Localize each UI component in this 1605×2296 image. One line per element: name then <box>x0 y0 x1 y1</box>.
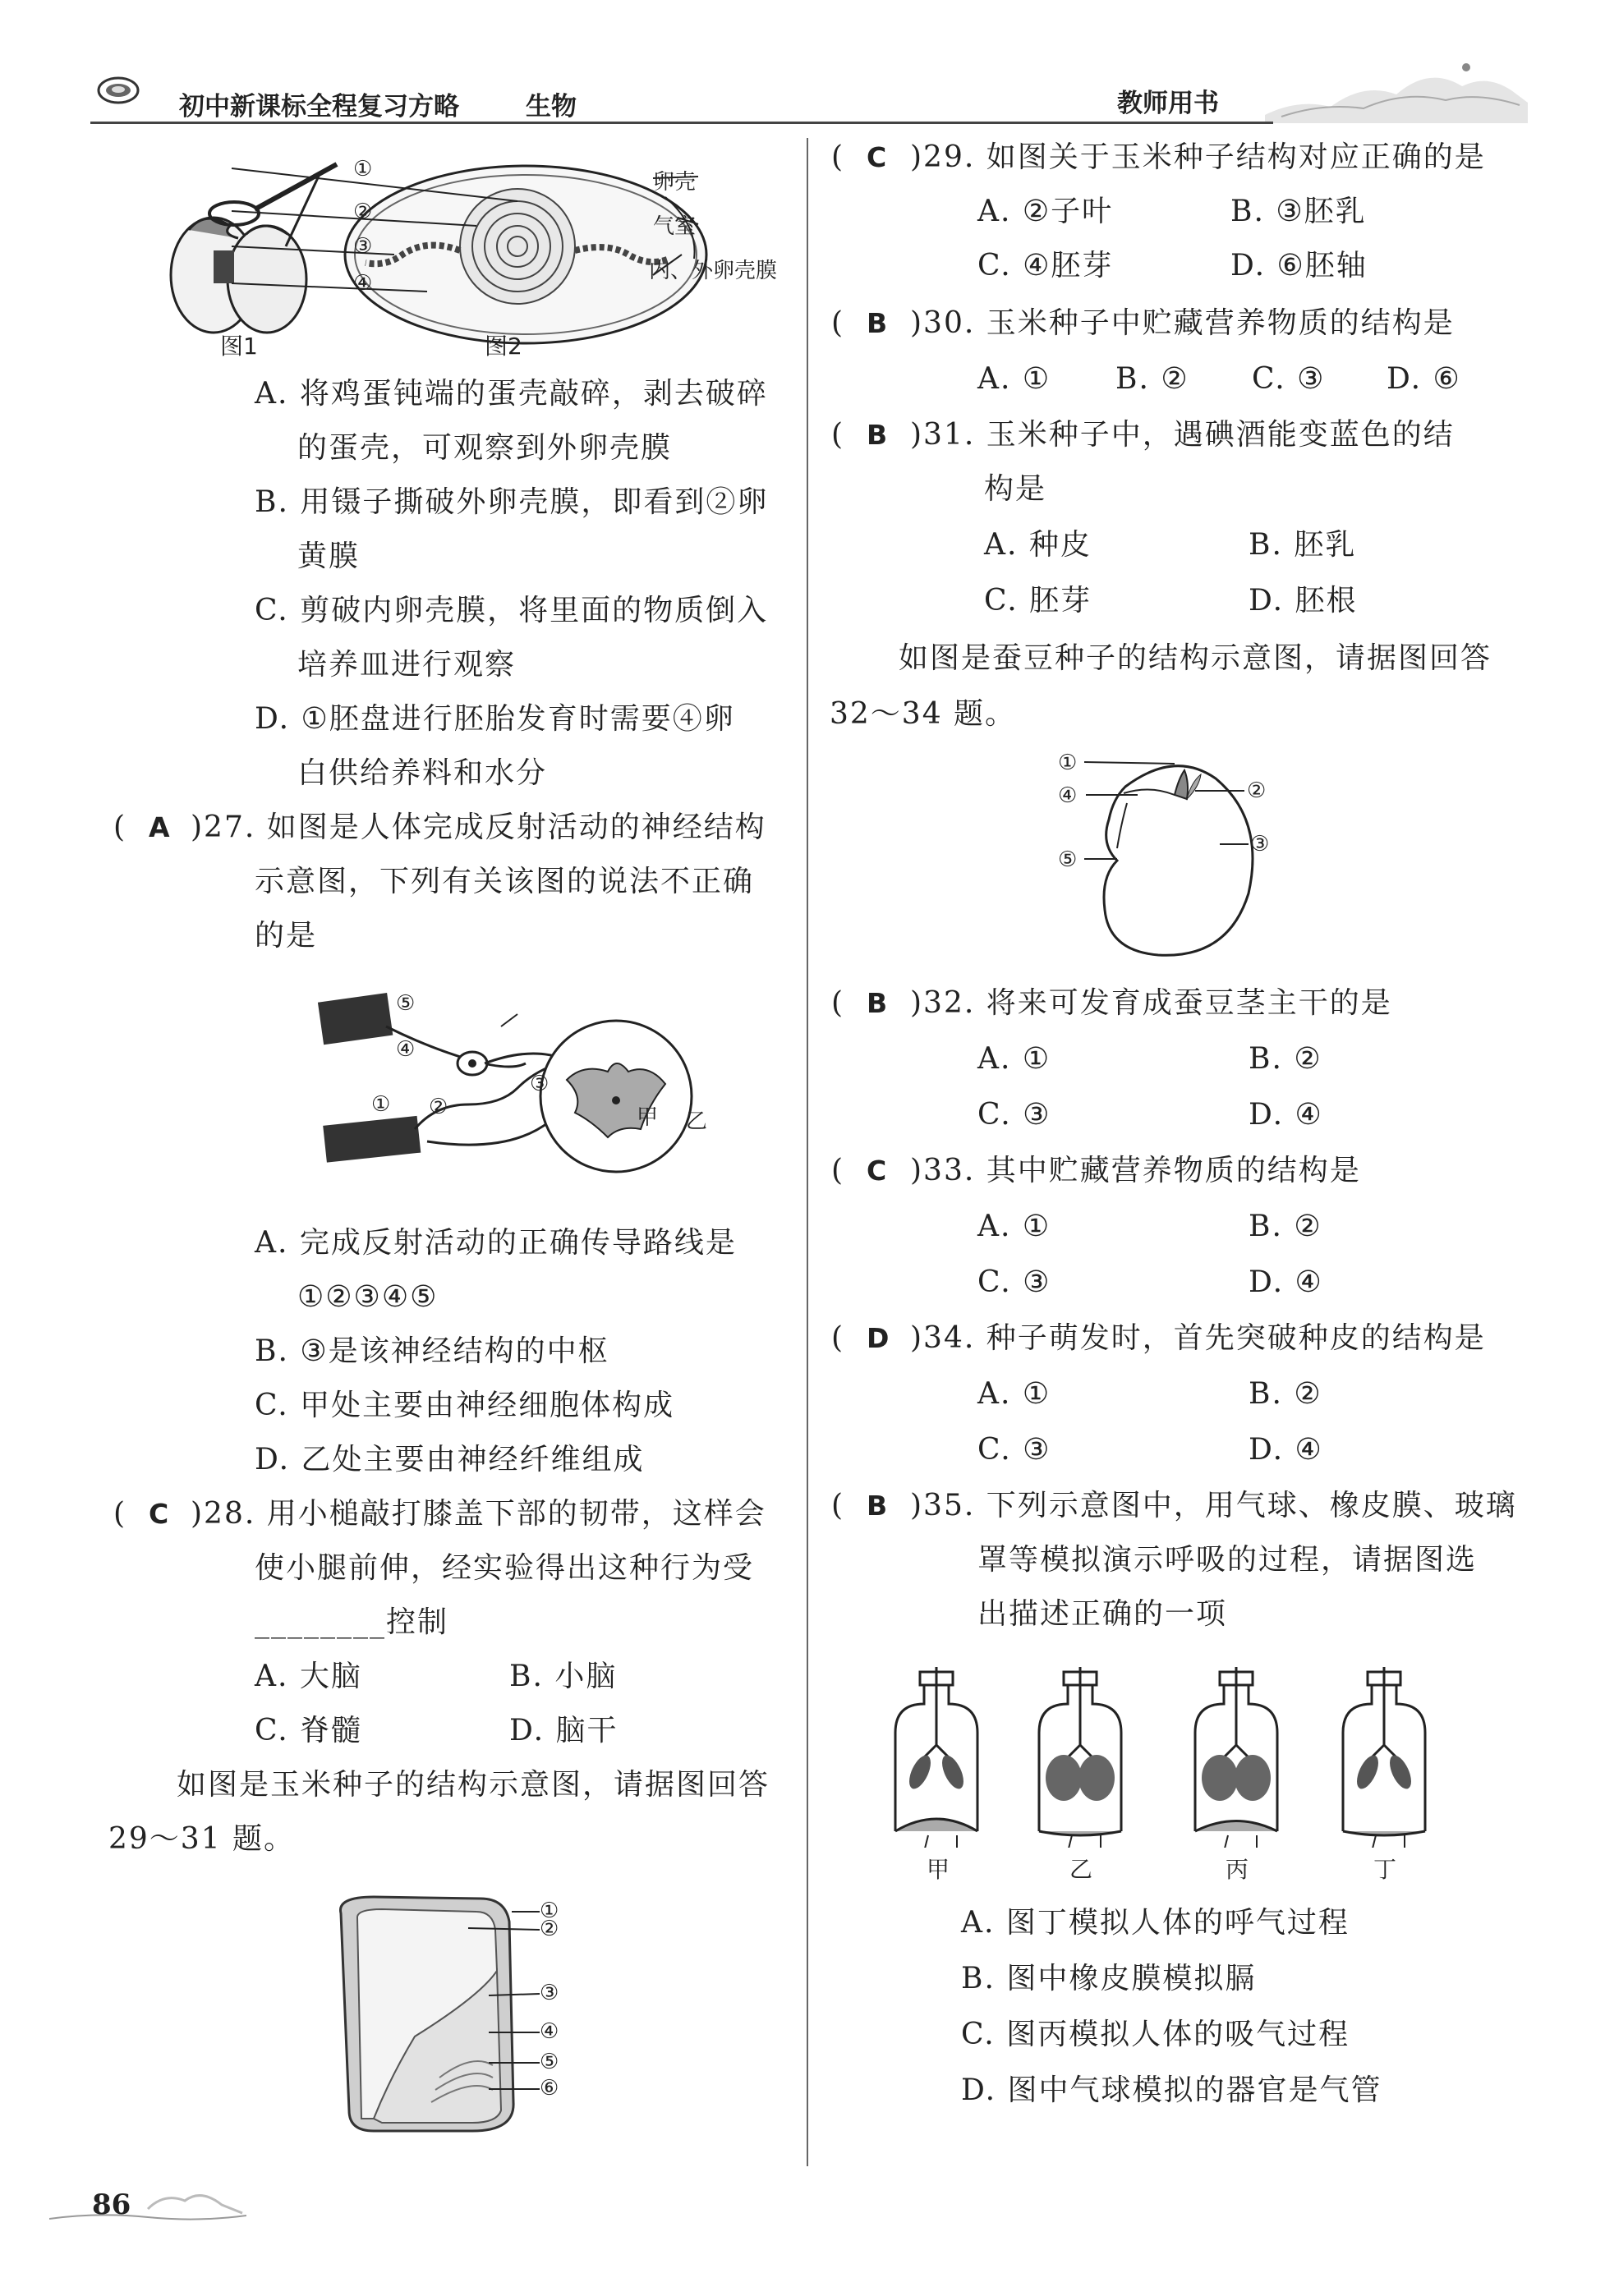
header-book-title: 初中新课标全程复习方略 <box>179 92 459 122</box>
egg-label-4: ④ <box>353 271 373 296</box>
q32-option-a: A. ① <box>977 1042 1051 1076</box>
q26-option-b-line2: 黄膜 <box>297 540 361 573</box>
q26-option-c-line1: C. 剪破内卵壳膜，将里面的物质倒入 <box>255 594 769 627</box>
breathing-model-figure <box>879 1659 1470 1885</box>
cracked-egg-illustration <box>171 164 337 333</box>
q29-answer: C <box>866 141 889 173</box>
q32-answer: B <box>866 987 890 1019</box>
bean-intro-line2: 32～34 题。 <box>830 697 1017 731</box>
breathing-caption-jia: 甲 <box>927 1856 950 1883</box>
corn-intro-line2: 29～31 题。 <box>108 1822 296 1856</box>
header-teacher-edition: 教师用书 <box>1117 89 1219 118</box>
q35-option-d: D. 图中气球模拟的器官是气管 <box>961 2073 1382 2107</box>
corn-seed-figure <box>324 1889 596 2139</box>
q29-option-c: C. ④胚芽 <box>977 249 1114 282</box>
header-logo <box>97 76 140 105</box>
header-mountain-decoration <box>1265 57 1528 123</box>
q28-option-d: D. 脑干 <box>509 1714 619 1747</box>
page-number: 86 <box>92 2188 131 2221</box>
bean-label-1: ① <box>1058 751 1078 775</box>
q29-option-d: D. ⑥胚轴 <box>1230 249 1368 282</box>
q34-option-d: D. ④ <box>1249 1433 1323 1467</box>
q31-option-c: C. 胚芽 <box>984 584 1092 618</box>
q27-stem-line2: 示意图，下列有关该图的说法不正确 <box>255 865 755 898</box>
q26-option-a-line1: A. 将鸡蛋钝端的蛋壳敲碎，剥去破碎 <box>255 377 768 411</box>
q31-answer-paren: ( B <box>831 418 890 452</box>
q33-answer-paren: ( C <box>831 1154 889 1187</box>
q28-answer: C <box>148 1498 171 1530</box>
q34-option-c: C. ③ <box>977 1433 1051 1467</box>
reflex-label-1: ① <box>371 1092 391 1117</box>
q33-option-c: C. ③ <box>977 1265 1051 1299</box>
reflex-label-2: ② <box>429 1095 448 1119</box>
q34-option-b: B. ② <box>1249 1377 1322 1411</box>
q27-stem-line3: 的是 <box>255 919 318 953</box>
q34-option-a: A. ① <box>977 1377 1051 1411</box>
q35-stem-line3: 出描述正确的一项 <box>977 1597 1228 1631</box>
q29-option-b: B. ③胚乳 <box>1230 195 1367 228</box>
q35-stem-line2: 罩等模拟演示呼吸的过程，请据图选 <box>977 1543 1478 1577</box>
q33-option-b: B. ② <box>1249 1210 1322 1243</box>
egg-label-shell-membrane: 内、外卵壳膜 <box>649 259 778 283</box>
q28-stem-line2: 使小腿前伸，经实验得出这种行为受 <box>255 1551 755 1585</box>
q30-option-d: D. ⑥ <box>1387 362 1461 396</box>
q33-option-d: D. ④ <box>1249 1265 1323 1299</box>
reflex-label-3: ③ <box>530 1072 550 1096</box>
broad-bean-figure <box>1051 751 1314 963</box>
q31-option-d: D. 胚根 <box>1249 584 1358 618</box>
header-subject: 生物 <box>526 92 577 122</box>
q30-answer-paren: ( B <box>831 306 890 340</box>
header-rule <box>90 122 1273 124</box>
q31-stem-line2: 构是 <box>984 472 1047 506</box>
q35-option-b: B. 图中橡皮膜模拟膈 <box>961 1962 1257 1995</box>
q30-option-a: A. ① <box>977 362 1051 396</box>
q32-option-c: C. ③ <box>977 1098 1051 1132</box>
corn-label-5: ⑤ <box>540 2050 559 2074</box>
q30-stem: )30. 玉米种子中贮藏营养物质的结构是 <box>910 306 1455 340</box>
corn-label-3: ③ <box>540 1981 559 2005</box>
q29-option-a: A. ②子叶 <box>977 195 1114 228</box>
q29-answer-paren: ( C <box>831 140 889 174</box>
egg-label-2: ② <box>353 200 373 224</box>
q28-stem-line1: )28. 用小槌敲打膝盖下部的韧带，这样会 <box>191 1497 766 1531</box>
q31-answer: B <box>866 419 890 451</box>
q28-option-b: B. 小脑 <box>509 1660 618 1693</box>
column-divider <box>807 138 808 2166</box>
corn-intro-line1: 如图是玉米种子的结构示意图，请据图回答 <box>177 1768 770 1802</box>
q28-stem-line3: ________控制 <box>255 1605 449 1639</box>
reflex-label-4: ④ <box>396 1037 416 1062</box>
q27-answer-paren: ( A <box>113 810 172 844</box>
q31-option-a: A. 种皮 <box>984 528 1092 562</box>
q31-option-b: B. 胚乳 <box>1249 528 1357 562</box>
q28-option-c: C. 脊髓 <box>255 1714 363 1747</box>
q27-option-a-line1: A. 完成反射活动的正确传导路线是 <box>255 1226 737 1260</box>
q35-answer-paren: ( B <box>831 1489 890 1522</box>
q35-stem-line1: )35. 下列示意图中，用气球、橡皮膜、玻璃 <box>910 1489 1517 1522</box>
corn-label-1: ① <box>540 1899 559 1923</box>
footer-decoration <box>49 2176 246 2225</box>
q35-option-c: C. 图丙模拟人体的吸气过程 <box>961 2018 1350 2051</box>
corn-label-6: ⑥ <box>540 2076 559 2101</box>
bean-intro-line1: 如图是蚕豆种子的结构示意图，请据图回答 <box>899 641 1492 675</box>
q30-option-c: C. ③ <box>1252 362 1326 396</box>
q27-answer: A <box>148 811 172 843</box>
q33-stem: )33. 其中贮藏营养物质的结构是 <box>910 1154 1361 1187</box>
q34-answer: D <box>866 1322 891 1354</box>
q33-answer: C <box>866 1155 889 1187</box>
q32-option-d: D. ④ <box>1249 1098 1323 1132</box>
egg-label-shell: 卵壳 <box>653 170 697 195</box>
fig2-caption: 图2 <box>485 333 522 360</box>
q26-option-c-line2: 培养皿进行观察 <box>297 648 517 682</box>
q31-stem-line1: )31. 玉米种子中，遇碘酒能变蓝色的结 <box>910 418 1455 452</box>
q26-option-d-line2: 白供给养料和水分 <box>297 756 548 790</box>
q26-option-a-line2: 的蛋壳，可观察到外卵壳膜 <box>297 431 673 465</box>
q34-answer-paren: ( D <box>831 1321 891 1355</box>
q32-stem: )32. 将来可发育成蚕豆茎主干的是 <box>910 986 1392 1020</box>
bean-label-4: ④ <box>1058 783 1078 808</box>
q32-option-b: B. ② <box>1249 1042 1322 1076</box>
reflex-label-yi: 乙 <box>686 1109 708 1134</box>
q29-stem: )29. 如图关于玉米种子结构对应正确的是 <box>910 140 1486 174</box>
q35-answer: B <box>866 1490 890 1522</box>
q28-option-a: A. 大脑 <box>255 1660 362 1693</box>
q35-option-a: A. 图丁模拟人体的呼气过程 <box>961 1906 1350 1940</box>
egg-label-air-chamber: 气室 <box>653 214 697 239</box>
q27-stem-line1: )27. 如图是人体完成反射活动的神经结构 <box>191 810 766 844</box>
q27-option-d: D. 乙处主要由神经纤维组成 <box>255 1443 645 1476</box>
bean-label-2: ② <box>1247 778 1267 803</box>
corn-label-2: ② <box>540 1917 559 1941</box>
q30-answer: B <box>866 307 890 339</box>
q28-answer-paren: ( C <box>113 1497 171 1531</box>
q30-option-b: B. ② <box>1115 362 1189 396</box>
q34-stem: )34. 种子萌发时，首先突破种皮的结构是 <box>910 1321 1486 1355</box>
q27-option-c: C. 甲处主要由神经细胞体构成 <box>255 1389 675 1422</box>
q27-option-b: B. ③是该神经结构的中枢 <box>255 1334 609 1368</box>
egg-label-1: ① <box>353 157 373 181</box>
q33-option-a: A. ① <box>977 1210 1051 1243</box>
q26-option-b-line1: B. 用镊子撕破外卵壳膜，即看到②卵 <box>255 485 769 519</box>
bean-label-3: ③ <box>1250 832 1270 856</box>
q32-answer-paren: ( B <box>831 986 890 1020</box>
egg-label-3: ③ <box>353 234 373 259</box>
fig1-caption: 图1 <box>220 333 258 360</box>
reflex-label-5: ⑤ <box>396 991 416 1016</box>
breathing-caption-bing: 丙 <box>1226 1856 1249 1883</box>
breathing-caption-yi: 乙 <box>1069 1856 1093 1883</box>
bean-label-5: ⑤ <box>1058 847 1078 872</box>
q26-option-d-line1: D. ①胚盘进行胚胎发育时需要④卵 <box>255 702 735 736</box>
corn-label-4: ④ <box>540 2019 559 2044</box>
breathing-caption-ding: 丁 <box>1373 1856 1397 1883</box>
reflex-arc-figure <box>304 981 731 1182</box>
reflex-label-jia: 甲 <box>637 1105 659 1130</box>
q27-option-a-line2: ①②③④⑤ <box>297 1280 439 1314</box>
